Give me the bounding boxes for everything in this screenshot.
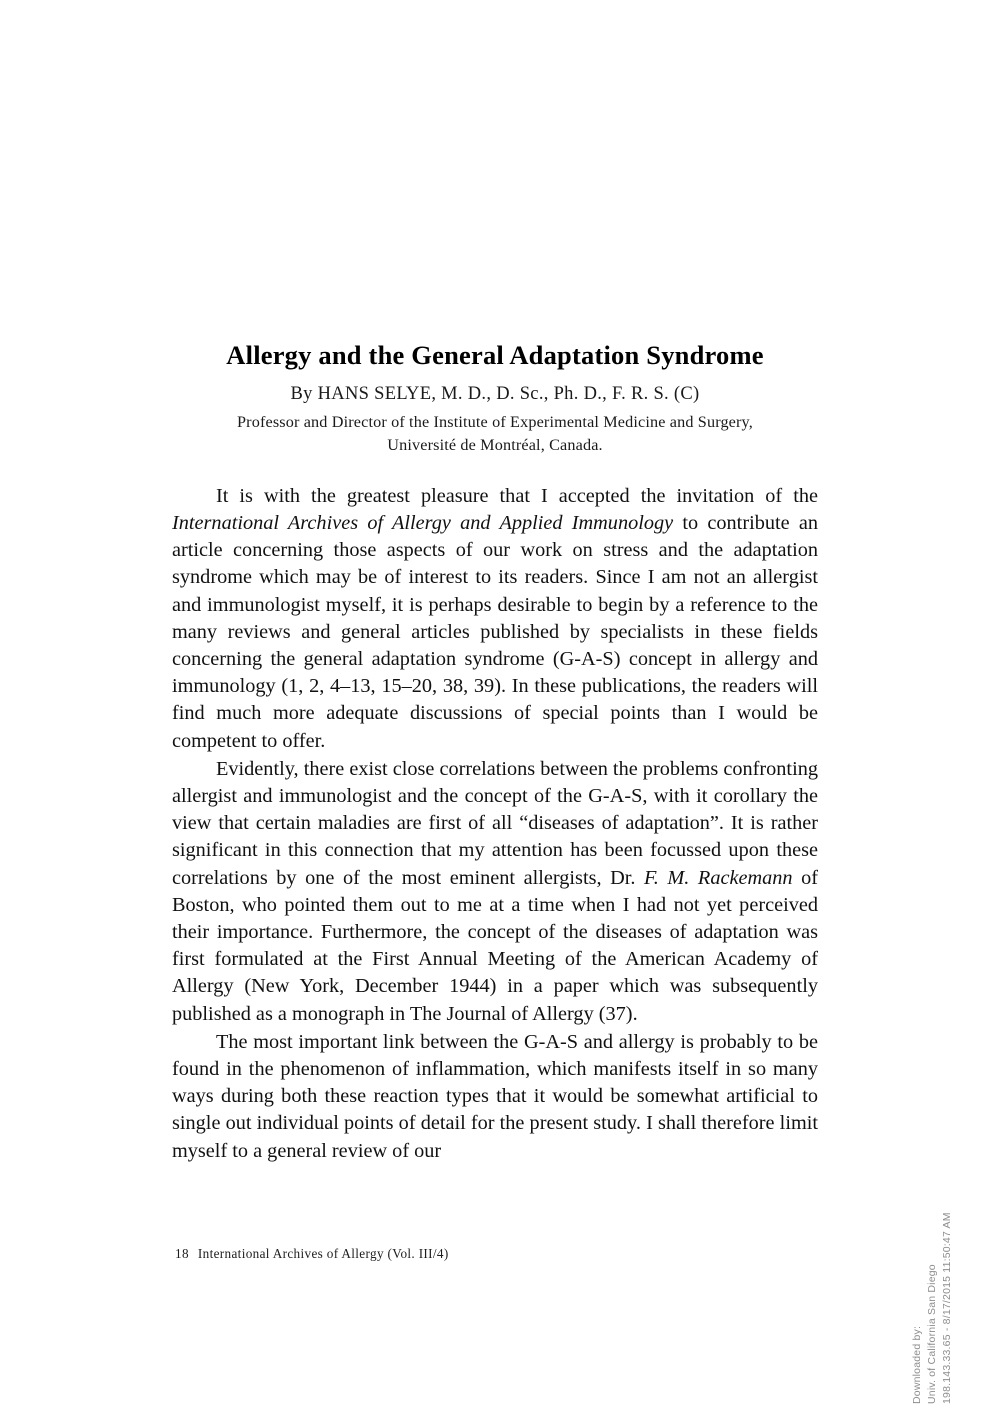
article-content [172, 340, 818, 1165]
download-stamp-line-2: Univ. of California San Diego [926, 1264, 938, 1404]
paragraph-1-text-a: It is with the greatest pleasure that I accepted the invitation of the [216, 484, 818, 507]
paragraph-2-text-a: Evidently, there exist close correlations between the problems confronting allergist and immunologist and the concept of the G-A-S, with it corollary the view that certain maladies are first of all “diseases of adaptation”. It is rather significant in this connection that my attention has been focussed upon these correlations by one of the most eminent allergists, Dr. [172, 757, 818, 889]
page-footer [175, 1246, 449, 1262]
person-name-italic: F. M. Rackemann [644, 866, 793, 889]
paragraph-1-text-b: to contribute an article concerning those aspects of our work on stress and the adaptation syndrome which may be of interest to its readers. Since I am not an allergist and immunologist myself, it is perhaps desirable to begin by a reference to the many reviews and general articles published by specialists in these fields concerning the general adaptation syndrome (G-A-S) concept in allergy and immunology (1, 2, 4–13, 15–20, 38, 39). In these publications, the readers will find much more adequate discussions of special points than I would be competent to offer. [172, 512, 818, 752]
footer-page-number: 18 [175, 1246, 189, 1261]
footer-journal-reference: International Archives of Allergy (Vol. III/4) [197, 1246, 449, 1261]
download-stamp [911, 1174, 999, 1404]
page-title: Allergy and the General Adaptation Syndrome [226, 340, 764, 370]
affiliation-line-1: Professor and Director of the Institute of Experimental Medicine and Surgery, [237, 412, 753, 431]
paragraph-2 [172, 756, 818, 1028]
author-affiliation [172, 411, 818, 457]
paragraph-2-text-b: of Boston, who pointed them out to me at a time when I had not yet perceived their importance. Furthermore, the concept of the diseases of adaptation was first formulated at the First Annual Meeting of the American Academy of Allergy (New York, December 1944) in a paper which was subsequently published as a monograph in The Journal of Allergy (37). [172, 866, 818, 1025]
download-stamp-line-3: 198.143.33.65 - 8/17/2015 11:50:47 AM [941, 1212, 953, 1404]
download-stamp-text [910, 1212, 955, 1404]
affiliation-line-2: Université de Montréal, Canada. [387, 435, 603, 454]
download-stamp-line-1: Downloaded by: [911, 1325, 923, 1404]
article-body [172, 483, 818, 1165]
paragraph-3: The most important link between the G-A-S and allergy is probably to be found in the phenomenon of inflammation, which manifests itself in so many ways during both these reaction types that it would be somewhat artificial to single out individual points of detail for the present study. I shall therefore limit myself to a general review of our [172, 1030, 818, 1162]
author-byline: By HANS SELYE, M. D., D. Sc., Ph. D., F. R. S. (C) [290, 383, 700, 404]
journal-name-italic: International Archives of Allergy and Applied Immunology [172, 512, 674, 534]
paragraph-1 [172, 483, 818, 755]
